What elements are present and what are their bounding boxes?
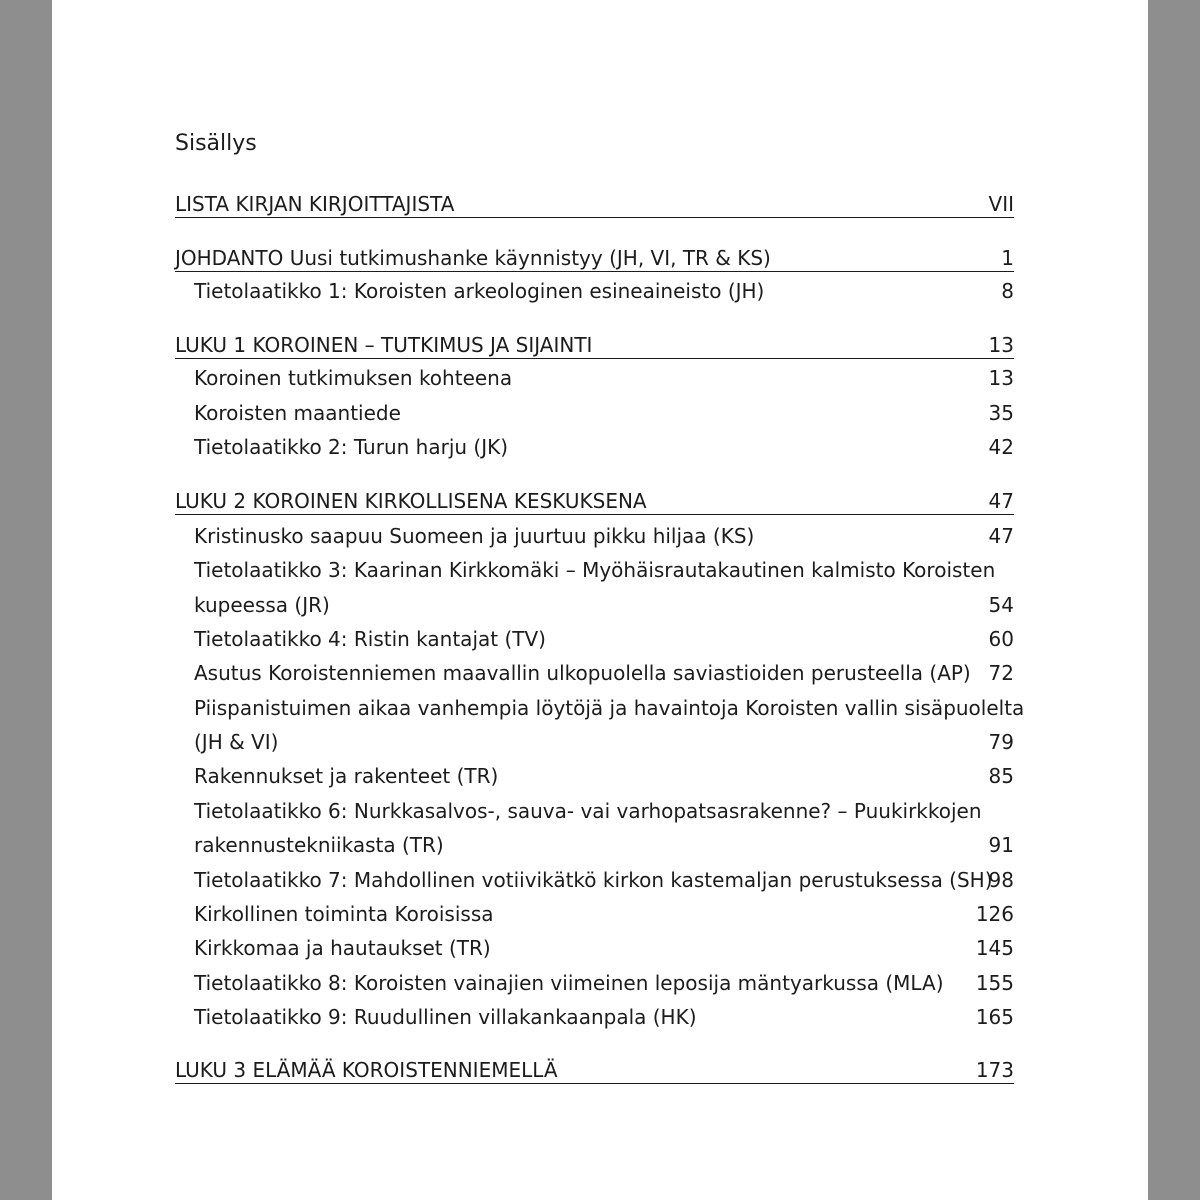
entry-title: Tietolaatikko 8: Koroisten vainajien viimeinen leposija mäntyarkussa (MLA) bbox=[194, 971, 944, 995]
chapter-heading[interactable] bbox=[175, 187, 1014, 218]
page-number: 35 bbox=[988, 401, 1014, 425]
entry-title: Kirkkomaa ja hautaukset (TR) bbox=[194, 936, 491, 960]
page-number: 91 bbox=[988, 833, 1014, 857]
page-number: 13 bbox=[988, 366, 1014, 390]
entry-title: Tietolaatikko 4: Ristin kantajat (TV) bbox=[194, 627, 546, 651]
entry-title: Kirkollinen toiminta Koroisissa bbox=[194, 902, 494, 926]
toc-entry[interactable] bbox=[175, 897, 1014, 931]
chapter-heading[interactable] bbox=[175, 241, 1014, 272]
page-number: 42 bbox=[988, 435, 1014, 459]
entry-title: Asutus Koroistenniemen maavallin ulkopuolella saviastioiden perusteella (AP) bbox=[194, 661, 971, 685]
page-number: 85 bbox=[988, 764, 1014, 788]
toc-entry-continuation[interactable] bbox=[175, 828, 1014, 862]
toc-entry[interactable] bbox=[175, 1000, 1014, 1034]
toc-entry[interactable] bbox=[175, 966, 1014, 1000]
chapter-title: LISTA KIRJAN KIRJOITTAJISTA bbox=[175, 192, 455, 216]
toc-entry[interactable] bbox=[175, 274, 1014, 308]
page-number: 13 bbox=[988, 333, 1014, 357]
page-number: 1 bbox=[1001, 246, 1014, 270]
toc-entry[interactable] bbox=[175, 622, 1014, 656]
chapter-title: LUKU 1 KOROINEN – TUTKIMUS JA SIJAINTI bbox=[175, 333, 593, 357]
entry-title: Koroisten maantiede bbox=[194, 401, 401, 425]
entry-title: Tietolaatikko 6: Nurkkasalvos-, sauva- vai varhopatsasrakenne? – Puukirkkojen bbox=[194, 799, 982, 823]
page-number: 47 bbox=[988, 524, 1014, 548]
entry-title: Tietolaatikko 9: Ruudullinen villakankaanpala (HK) bbox=[194, 1005, 697, 1029]
toc-entry[interactable] bbox=[175, 553, 1014, 587]
chapter-title: LUKU 3 ELÄMÄÄ KOROISTENNIEMELLÄ bbox=[175, 1058, 558, 1082]
entry-title-continued: (JH & VI) bbox=[194, 730, 279, 754]
page-number: VII bbox=[988, 192, 1014, 216]
document-page bbox=[52, 0, 1148, 1200]
toc-entry[interactable] bbox=[175, 396, 1014, 430]
toc-entry[interactable] bbox=[175, 931, 1014, 965]
entry-title: Rakennukset ja rakenteet (TR) bbox=[194, 764, 499, 788]
chapter-heading[interactable] bbox=[175, 1053, 1014, 1084]
page-number: 54 bbox=[988, 593, 1014, 617]
toc-entry[interactable] bbox=[175, 759, 1014, 793]
entry-title: Koroinen tutkimuksen kohteena bbox=[194, 366, 513, 390]
entry-title: Tietolaatikko 3: Kaarinan Kirkkomäki – Myöhäisrautakautinen kalmisto Koroisten bbox=[194, 558, 996, 582]
page-number: 165 bbox=[975, 1005, 1014, 1029]
toc-entry[interactable] bbox=[175, 691, 1025, 725]
toc-entry[interactable] bbox=[175, 656, 1014, 690]
page-number: 173 bbox=[975, 1058, 1014, 1082]
page-number: 145 bbox=[975, 936, 1014, 960]
page-number: 60 bbox=[988, 627, 1014, 651]
page-number: 155 bbox=[975, 971, 1014, 995]
toc-entry[interactable] bbox=[175, 430, 1014, 464]
page-number: 126 bbox=[975, 902, 1014, 926]
chapter-heading[interactable] bbox=[175, 328, 1014, 359]
page-number: 47 bbox=[988, 489, 1014, 513]
page-number: 8 bbox=[1001, 279, 1014, 303]
entry-title-continued: rakennustekniikasta (TR) bbox=[194, 833, 444, 857]
toc-entry-continuation[interactable] bbox=[175, 588, 1014, 622]
entry-title: Tietolaatikko 7: Mahdollinen votiivikätkö kirkon kastemaljan perustuksessa (SH) bbox=[194, 868, 993, 892]
entry-title: Piispanistuimen aikaa vanhempia löytöjä ja havaintoja Koroisten vallin sisäpuolelta bbox=[194, 696, 1025, 720]
page-title: Sisällys bbox=[175, 130, 257, 156]
entry-title: Kristinusko saapuu Suomeen ja juurtuu pikku hiljaa (KS) bbox=[194, 524, 755, 548]
page-number: 98 bbox=[988, 868, 1014, 892]
toc-entry[interactable] bbox=[175, 519, 1014, 553]
chapter-heading[interactable] bbox=[175, 484, 1014, 515]
entry-title: Tietolaatikko 2: Turun harju (JK) bbox=[194, 435, 509, 459]
page-number: 72 bbox=[988, 661, 1014, 685]
toc-entry-continuation[interactable] bbox=[175, 725, 1014, 759]
toc-entry[interactable] bbox=[175, 794, 1014, 828]
toc-entry[interactable] bbox=[175, 863, 1014, 897]
chapter-title: JOHDANTO Uusi tutkimushanke käynnistyy (JH, VI, TR & KS) bbox=[175, 246, 771, 270]
chapter-title: LUKU 2 KOROINEN KIRKOLLISENA KESKUKSENA bbox=[175, 489, 647, 513]
toc-entry[interactable] bbox=[175, 361, 1014, 395]
entry-title-continued: kupeessa (JR) bbox=[194, 593, 330, 617]
page-number: 79 bbox=[988, 730, 1014, 754]
entry-title: Tietolaatikko 1: Koroisten arkeologinen esineaineisto (JH) bbox=[194, 279, 765, 303]
